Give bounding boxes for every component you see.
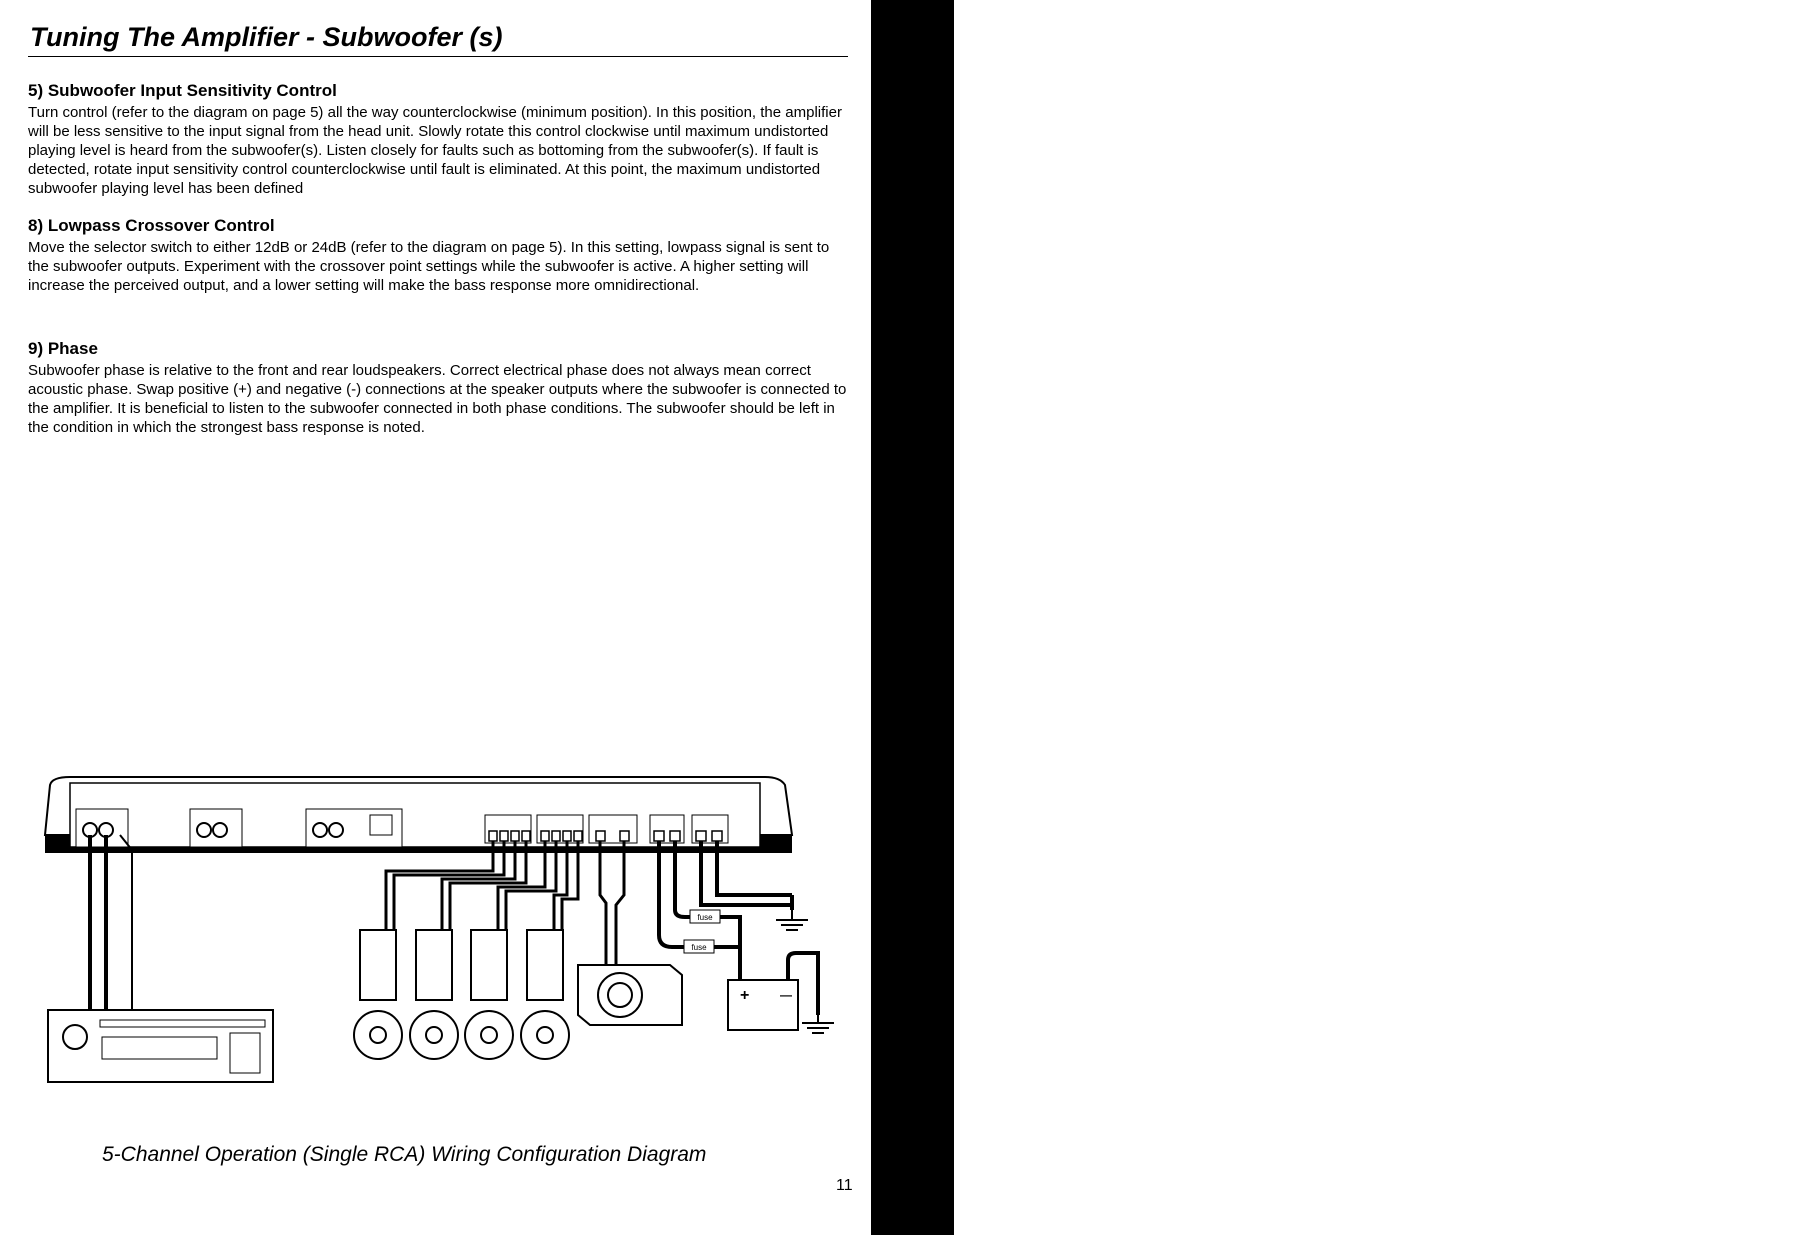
section-body: Move the selector switch to either 12dB or 24dB (refer to the diagram on page 5). In this setting, lowpass signal is sent to the subwoofer outputs. Experiment with the crossover point settings while the subwoofer is active. A higher setting will increase the perceived output, and a lower setting will make the bass response more omnidirectional. — [28, 239, 830, 294]
side-tab-title: Tuning The Amplifier - Subwoofer (s) — [1760, 20, 1807, 756]
section-lowpass-crossover — [28, 216, 848, 295]
head-unit-icon — [48, 1010, 273, 1082]
battery-plus-label: + — [740, 987, 750, 1004]
battery-minus-label: — — [780, 988, 792, 1002]
section-phase — [28, 339, 848, 437]
fuse-label: fuse — [697, 913, 713, 922]
fuse-label: fuse — [691, 943, 707, 952]
section-heading: 8) Lowpass Crossover Control — [28, 216, 275, 235]
section-body: Turn control (refer to the diagram on page 5) all the way counterclockwise (minimum position). In this position, the amplifier will be less sensitive to the input signal from the head unit. Slowly rotate this control clockwise until maximum undistorted playing level is heard from the subwoofer(s). Listen closely for faults such as bottoming from the subwoofer(s). If fault is detected, rotate input sensitivity control counterclockwise until fault is eliminated. At this point, the maximum undistorted subwoofer playing level has been defined — [28, 104, 842, 197]
title-divider — [28, 56, 848, 57]
section-body: Subwoofer phase is relative to the front and rear loudspeakers. Correct electrical phase does not always mean correct acoustic phase. Swap positive (+) and negative (-) connections at the speaker outputs where the subwoofer is connected to the amplifier. It is beneficial to listen to the subwoofer connected in both phase conditions. The subwoofer should be left in the condition in which the strongest bass response is noted. — [28, 362, 847, 436]
section-heading: 5) Subwoofer Input Sensitivity Control — [28, 81, 337, 100]
section-heading: 9) Phase — [28, 339, 98, 358]
rca-cables — [90, 835, 132, 1015]
diagram-caption: 5-Channel Operation (Single RCA) Wiring Configuration Diagram — [102, 1143, 707, 1166]
page-number: 11 — [836, 1177, 853, 1194]
wiring-diagram — [40, 775, 820, 1090]
amplifier-icon — [45, 777, 792, 853]
speaker-icon — [354, 1011, 569, 1059]
battery-icon — [728, 980, 798, 1030]
page-title: Tuning The Amplifier - Subwoofer (s) — [30, 22, 503, 52]
subwoofer-box-icon — [578, 965, 682, 1025]
side-tab — [871, 0, 1807, 1235]
crossover-icon — [360, 930, 563, 1000]
section-input-sensitivity — [28, 81, 848, 198]
